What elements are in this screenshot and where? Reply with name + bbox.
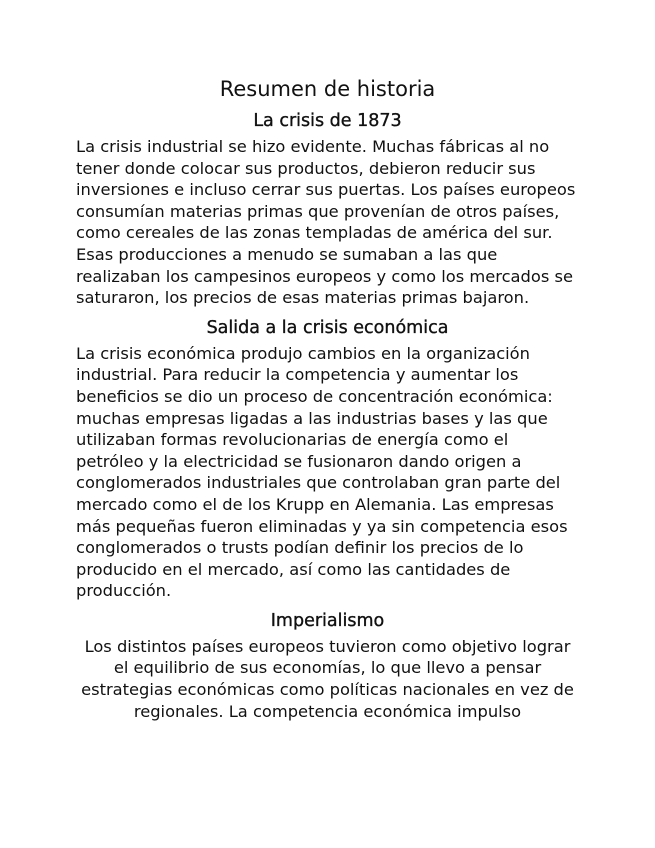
section-heading-imperialismo: Imperialismo	[270, 610, 385, 631]
document-title: Resumen de historia	[219, 77, 436, 101]
section-body-salida-crisis: La crisis económica produjo cambios en la organización industrial. Para reducir la competencia y aumentar los beneficios se dio un proceso de concentración económica: muchas empresas ligadas a las industrias bases y las que utilizaban formas revolucionarias de energía como el petróleo y la electricidad se fusionaron dando origen a conglomerados industriales que controlaban gran parte del mercado como el de los Krupp en Alemania. Las empresas más pequeñas fueron eliminadas y ya sin competencia esos conglomerados o trusts podían definir los precios de lo producido en el mercado, así como las cantidades de producción.	[76, 343, 568, 601]
section-body-imperialismo: Los distintos países europeos tuvieron como objetivo lograr el equilibrio de sus economías, lo que llevo a pensar estrategias económicas como políticas nacionales en vez de regionales. La competencia económica impulso	[81, 636, 574, 721]
section-body-crisis-1873: La crisis industrial se hizo evidente. Muchas fábricas al no tener donde colocar sus productos, debieron reducir sus inversiones e incluso cerrar sus puertas. Los países europeos consumían materias primas que provenían de otros países, como cereales de las zonas templadas de américa del sur. Esas producciones a menudo se sumaban a las que realizaban los campesinos europeos y como los mercados se saturaron, los precios de esas materias primas bajaron.	[76, 137, 576, 308]
document-page	[76, 74, 579, 728]
section-heading-crisis-1873: La crisis de 1873	[253, 111, 402, 131]
section-heading-salida-crisis: Salida a la crisis económica	[206, 317, 449, 338]
